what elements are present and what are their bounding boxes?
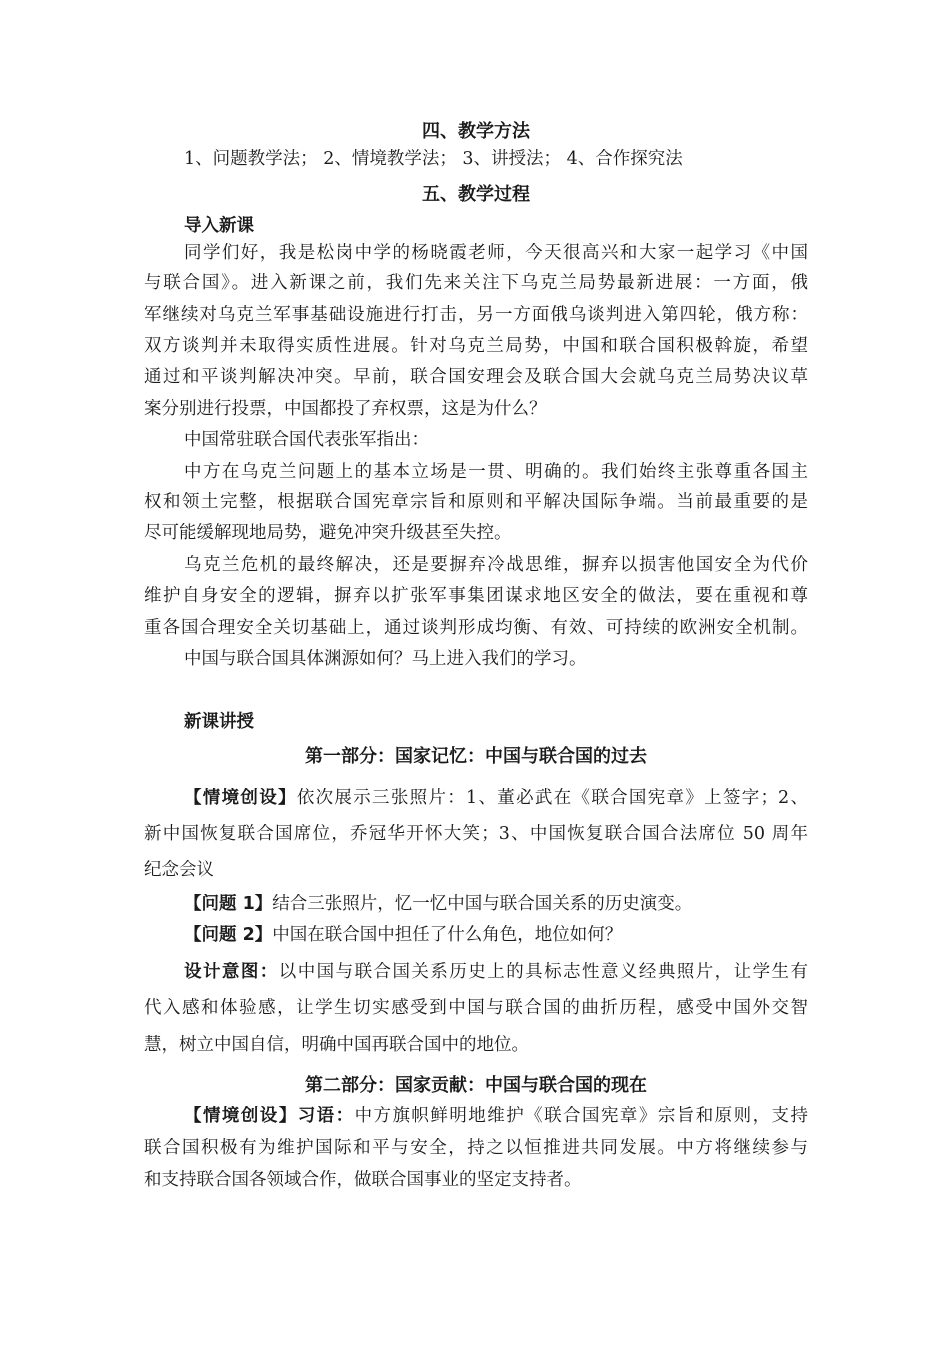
- question-2-text: 中国在联合国中担任了什么角色，地位如何？: [272, 925, 623, 945]
- intro-p1-line: 双方谈判并未取得实质性进展。针对乌克兰局势，中国和联合国积极斡旋，希望: [144, 336, 808, 356]
- intro-p1-line: 与联合国》。进入新课之前，我们先来关注下乌克兰局势最新进展：一方面，俄: [144, 273, 808, 293]
- intro-p1-line: 军继续对乌克兰军事基础设施进行打击，另一方面俄乌谈判进入第四轮，俄方称：: [144, 305, 808, 325]
- part-2-title: 第二部分：国家贡献：中国与联合国的现在: [305, 1075, 647, 1096]
- question-1-line: [184, 894, 808, 914]
- section-5-title: 五、教学过程: [422, 184, 530, 205]
- intro-p1-line: 通过和平谈判解决冲突。早前，联合国安理会及联合国大会就乌克兰局势决议草: [144, 367, 808, 387]
- intro-p4-line: 维护自身安全的逻辑，摒弃以扩张军事集团谋求地区安全的做法，要在重视和尊: [144, 586, 808, 606]
- quote-label: 习语：: [297, 1106, 355, 1126]
- scene-label: 【情境创设】: [184, 1106, 298, 1126]
- design-intent-text: 以中国与联合国关系历史上的具标志性意义经典照片，让学生有: [278, 962, 808, 982]
- intro-p2-line: 中国常驻联合国代表张军指出：: [184, 430, 429, 450]
- part1-scene-line: [184, 788, 808, 808]
- design-intent-line: 代入感和体验感，让学生切实感受到中国与联合国的曲折历程，感受中国外交智: [144, 998, 808, 1018]
- part1-scene-line: 纪念会议: [144, 860, 214, 880]
- teaching-methods-line: 1、问题教学法； 2、情境教学法； 3、讲授法； 4、合作探究法: [184, 149, 683, 169]
- scene-text: 中方旗帜鲜明地维护《联合国宪章》宗旨和原则，支持: [354, 1106, 808, 1126]
- intro-p3-line: 权和领土完整，根据联合国宪章宗旨和原则和平解决国际争端。当前最重要的是: [144, 492, 808, 512]
- section-4-title: 四、教学方法: [422, 121, 530, 142]
- intro-p3-line: 中方在乌克兰问题上的基本立场是一贯、明确的。我们始终主张尊重各国主: [184, 462, 808, 482]
- intro-p4-line: 重各国合理安全关切基础上，通过谈判形成均衡、有效、可持续的欧洲安全机制。: [144, 618, 808, 638]
- intro-p3-line: 尽可能缓解现地局势，避免冲突升级甚至失控。: [144, 523, 512, 543]
- part1-scene-line: 新中国恢复联合国席位，乔冠华开怀大笑；3、中国恢复联合国合法席位 50 周年: [144, 824, 808, 844]
- part2-scene-line: [184, 1106, 808, 1126]
- intro-p5-line: 中国与联合国具体渊源如何？马上进入我们的学习。: [184, 649, 587, 669]
- intro-p1-line: 同学们好，我是松岗中学的杨晓霞老师，今天很高兴和大家一起学习《中国: [184, 243, 808, 263]
- design-intent-line: [184, 962, 808, 982]
- intro-p1-line: 案分别进行投票，中国都投了弃权票，这是为什么？: [144, 399, 547, 419]
- design-intent-line: 慧，树立中国自信，明确中国再联合国中的地位。: [144, 1035, 529, 1055]
- intro-subtitle: 导入新课: [184, 216, 254, 236]
- design-intent-label: 设计意图：: [184, 962, 279, 982]
- part2-scene-line: 联合国积极有为维护国际和平与安全，持之以恒推进共同发展。中方将继续参与: [144, 1138, 808, 1158]
- question-2-label: 【问题 2】: [184, 925, 273, 945]
- scene-text: 依次展示三张照片：1、董必武在《联合国宪章》上签字；2、: [296, 788, 808, 808]
- part2-scene-line: 和支持联合国各领域合作，做联合国事业的坚定支持者。: [144, 1170, 582, 1190]
- question-1-label: 【问题 1】: [184, 894, 273, 914]
- scene-label: 【情境创设】: [184, 788, 297, 808]
- question-2-line: [184, 925, 808, 945]
- new-lesson-subtitle: 新课讲授: [184, 712, 254, 732]
- part-1-title: 第一部分：国家记忆：中国与联合国的过去: [305, 746, 647, 767]
- question-1-text: 结合三张照片，忆一忆中国与联合国关系的历史演变。: [272, 894, 693, 914]
- intro-p4-line: 乌克兰危机的最终解决，还是要摒弃冷战思维，摒弃以损害他国安全为代价: [184, 555, 808, 575]
